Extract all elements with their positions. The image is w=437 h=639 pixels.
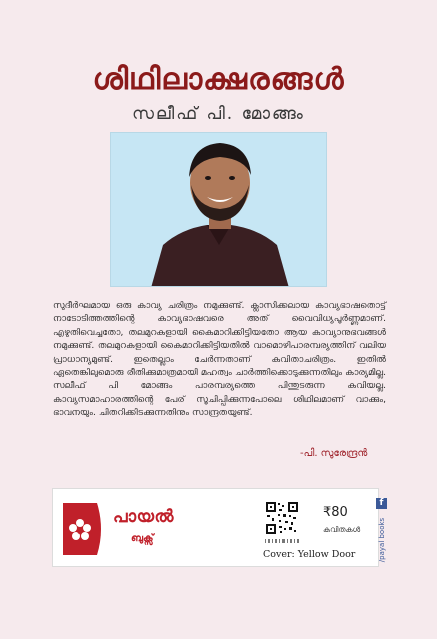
book-title: ശിഥിലാക്ഷരങ്ങൾ	[92, 62, 345, 97]
blurb-paragraph: സുദീർഘമായ ഒരു കാവ്യ ചരിത്രം നമുക്കുണ്ട്. ക്ലാസിക്കലായ കാവ്യഭാഷതൊട്ട് നാടോടിത്തത്തിന്റെ കാവ്യഭാഷവരെ അത് വൈവിധ്യപൂർണ്ണമാണ്. എഴുതിവെച്ചതോ, തലമുറകളായി കൈമാറിക്കിട്ടിയതോ ആയ കാവ്യാനുഭവങ്ങൾ നമുക്കുണ്ട്. തലമുറകളായി കൈമാറിക്കിട്ടിയതിൽ വാമൊഴിപാരമ്പര്യത്തിന് വലിയ പ്രാധാന്യമുണ്ട്. ഇതെല്ലാം ചേർന്നതാണ് കവിതാചരിത്രം. ഇതിൽ ഏതെങ്കിലുമൊരു രീതിക്കുമാത്രമായി മഹത്വം ചാർത്തിക്കൊടുക്കുന്നതിലും കാര്യമില്ല. സലീഫ് പി മോങ്ങം പാരമ്പര്യത്തെ പിന്തുടരുന്ന കവിയല്ല. കാവ്യസമാഹാരത്തിന്റെ പേര് സൂചിപ്പിക്കുന്നപോലെ ശിഥിലമാണ് വാക്കും, ഭാവനയും. ചിതറിക്കിടക്കുന്നതിനും സാന്ദ്രതയുണ്ട്.	[53, 301, 386, 419]
publisher-logo	[63, 503, 105, 555]
publisher-footer	[52, 488, 379, 567]
cover-credit: Cover: Yellow Door	[263, 549, 356, 560]
barcode-icon	[265, 539, 299, 543]
publisher-flower-icon	[63, 503, 105, 555]
publisher-name: പായൽ	[113, 507, 174, 527]
facebook-label: /payal books	[378, 517, 386, 563]
facebook-tag	[376, 498, 388, 566]
book-price: ₹80	[323, 505, 348, 520]
barcode-strip	[265, 539, 305, 545]
blurb-signature: -പി. സുരേന്ദ്രൻ	[300, 448, 368, 459]
qr-code-icon	[265, 501, 299, 535]
blurb-text	[53, 300, 386, 421]
author-portrait-icon	[111, 133, 327, 287]
author-name: സലീഫ് പി. മോങ്ങം	[132, 104, 305, 124]
publisher-subtitle: ബുക്സ്	[131, 533, 154, 544]
facebook-icon: f	[376, 498, 387, 509]
book-category: കവിതകൾ	[323, 525, 361, 534]
author-photo	[110, 132, 327, 287]
